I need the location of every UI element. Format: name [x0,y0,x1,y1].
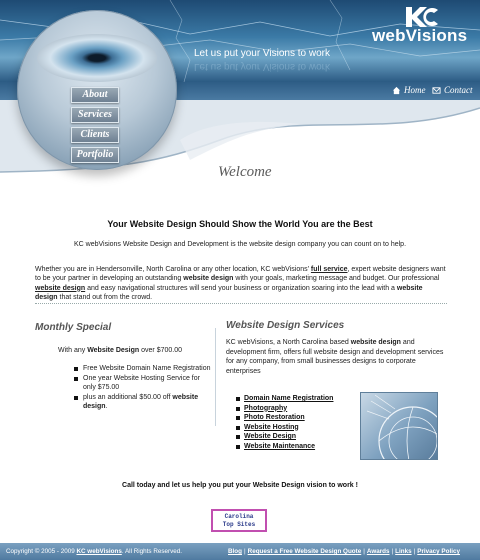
home-link-label: Home [404,85,426,95]
footer-links: Blog | Request a Free Website Design Quote | Awards | Links | Privacy Policy [228,548,460,555]
service-link-hosting[interactable]: Website Hosting [236,423,356,433]
copyright-text [6,548,182,555]
kc-logo-icon[interactable] [404,6,440,28]
list-item-text: plus an additional $50.00 off [83,393,171,401]
mail-icon [432,86,441,95]
website-design-link[interactable]: website design [35,284,86,292]
monthly-special-title: Monthly Special [35,322,112,333]
intro-text-2: , expert website designers want to be your partner in developing an outstanding [35,266,446,283]
services-description [226,338,446,376]
services-desc-pre: KC webVisions, a North Carolina based [226,339,349,346]
nav-about[interactable]: About [71,87,119,103]
call-to-action: Call today and let us help you put your Website Design vision to work ! [122,482,358,489]
copyright-post: . All Rights Reserved. [121,548,183,555]
badge-line1: Carolina [224,513,254,520]
monthly-special-list [74,364,214,412]
list-item: Free Website Domain Name Registration [74,364,214,374]
home-link[interactable] [392,85,426,95]
welcome-heading: Welcome [218,164,272,180]
globe-icon [361,393,437,459]
nav-portfolio[interactable]: Portfolio [71,147,119,163]
nav-services[interactable]: Services [71,107,119,123]
intro-text-4: and easy navigational structures will send your business or organization soaring into the lead with a [87,284,395,292]
service-link-photography[interactable]: Photography [236,404,356,414]
list-item-bold: website design [83,393,199,410]
service-link-design[interactable]: Website Design [236,432,356,442]
footer-link-blog[interactable]: Blog [228,548,242,555]
service-link-photo-restoration[interactable]: Photo Restoration [236,413,356,423]
main-headline: Your Website Design Should Show the World You are the Best [107,219,373,229]
section-divider [35,303,447,304]
header-tagline: Let us put your Visions to work [194,48,330,59]
footer-link-privacy[interactable]: Privacy Policy [417,548,460,555]
column-divider [215,328,216,426]
monthly-special-intro [58,347,182,354]
globe-network-image [360,392,438,460]
footer-link-links[interactable]: Links [395,548,412,555]
with-any-post: over $700.00 [141,347,183,354]
nav-clients[interactable]: Clients [71,127,119,143]
intro-bold-1: website design [183,275,234,283]
header-tagline-reflection: Let us put your Visions to work [194,61,330,72]
services-list [236,394,356,451]
full-service-link[interactable]: full service [310,266,348,273]
intro-paragraph [35,265,447,302]
eye-graphic [37,34,157,82]
list-item: One year Website Hosting Service for only $75.00 [74,374,214,393]
copyright-pre: Copyright © 2005 - 2009 [6,548,75,555]
contact-link-label: Contact [444,85,473,95]
with-any-bold: Website Design [87,347,140,354]
intro-text-3: with your goals, marketing message and budget. Our professional [235,275,440,283]
service-link-maintenance[interactable]: Website Maintenance [236,442,356,452]
list-item [74,393,214,412]
list-item-tail: . [105,403,108,410]
services-title: Website Design Services [226,320,345,331]
intro-text-1: Whether you are in Hendersonville, North Carolina or any other location, KC webVisions' [35,266,309,273]
contact-link[interactable] [432,85,473,95]
logo-wordmark[interactable]: webVisions [372,26,468,45]
home-icon [392,86,401,95]
intro-bold-2: website design [35,284,423,301]
sub-headline: KC webVisions Website Design and Development is the website design company you can count on to help. [73,241,407,248]
services-desc-post: and development firm, offers full website design and development services for any company, from small businesses designs to corporate enterprises [226,339,444,375]
copyright-link[interactable]: KC webVisions [76,548,122,555]
service-link-domain[interactable]: Domain Name Registration [236,394,356,404]
intro-text-5: that stand out from the crowd. [59,293,153,301]
footer-link-quote[interactable]: Request a Free Website Design Quote [247,548,362,555]
carolina-top-sites-badge[interactable] [211,509,267,532]
badge-line2: Top Sites [222,521,256,528]
footer-link-awards[interactable]: Awards [366,548,390,555]
services-desc-bold: website design [350,339,401,346]
with-any-pre: With any [58,347,86,354]
